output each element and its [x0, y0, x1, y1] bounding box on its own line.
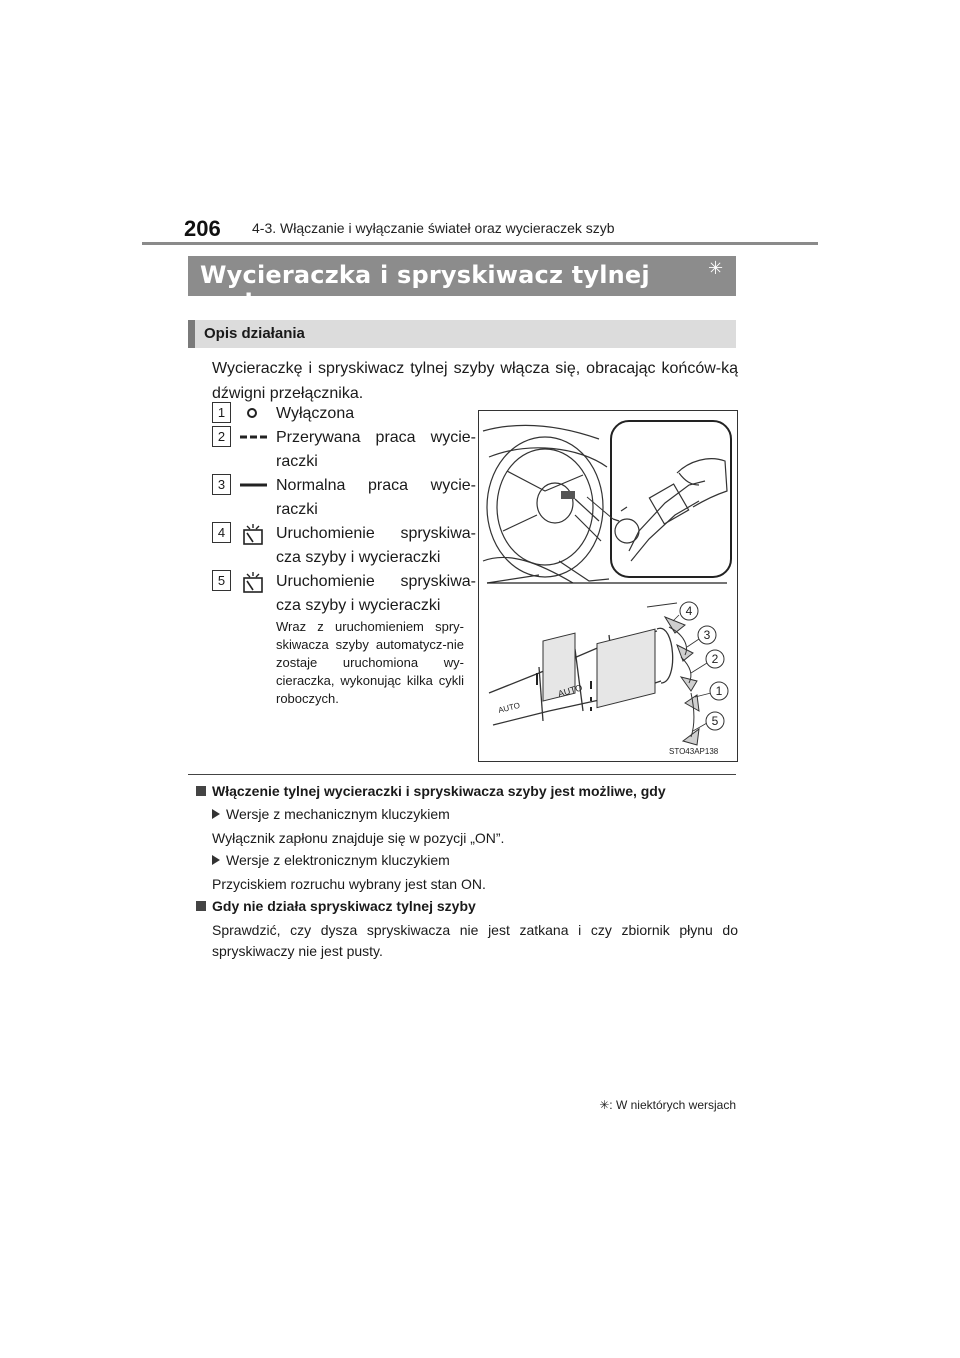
- item-number: 3: [212, 474, 231, 495]
- list-item: [212, 474, 476, 522]
- triangle-bullet-icon: [212, 855, 220, 865]
- chapter-title: 4-3. Włączanie i wyłączanie świateł oraz wycieraczek szyb: [252, 220, 615, 236]
- subsection-accent: [188, 320, 195, 348]
- note-body: Wyłącznik zapłonu znajduje się w pozycji „ON”.: [212, 830, 505, 846]
- callout-number: 2: [711, 652, 719, 666]
- note-subheading-text: Wersje z mechanicznym kluczykiem: [226, 806, 450, 822]
- note-heading: [196, 783, 666, 799]
- list-item: [212, 570, 476, 618]
- callout-number: 1: [715, 684, 723, 698]
- item-note: Wraz z uruchomieniem spry-skiwacza szyby automatycz-nie zostaje uruchomiona wy-cieraczka, wykonując kilka cykli roboczych.: [276, 619, 464, 706]
- rear-washer-icon: [238, 524, 270, 546]
- item-number: 5: [212, 570, 231, 591]
- item-number: 2: [212, 426, 231, 447]
- item-text: Uruchomienie spryskiwa-cza szyby i wycieraczki: [276, 573, 476, 614]
- rear-washer-icon: [238, 572, 270, 594]
- section-title-bar: [188, 256, 736, 317]
- callout-number: 3: [703, 628, 711, 642]
- note-subheading: [212, 852, 450, 868]
- note-heading-text: Gdy nie działa spryskiwacz tylnej szyby: [212, 898, 476, 914]
- note-body: Przyciskiem rozruchu wybrany jest stan ON.: [212, 876, 486, 892]
- subsection-title: Opis działania: [204, 325, 305, 342]
- footnote-text: : W niektórych wersjach: [609, 1098, 736, 1112]
- intro-paragraph: Wycieraczkę i spryskiwacz tylnej szyby włącza się, obracając końców-ką dźwigni przełącznika.: [212, 360, 738, 402]
- subsection-bar: [188, 320, 736, 348]
- header-divider: [142, 242, 818, 245]
- item-text: Wyłączona: [276, 405, 355, 422]
- off-circle-icon: [238, 404, 270, 426]
- auto-label: AUTO: [556, 682, 584, 699]
- note-heading: [196, 898, 476, 914]
- wiper-lever-illustration: [478, 410, 738, 762]
- note-body: Sprawdzić, czy dysza spryskiwacza nie jest zatkana i czy zbiornik płynu do spryskiwaczy nie jest pusty.: [212, 922, 738, 959]
- item-text: Normalna praca wycie-raczki: [276, 477, 476, 518]
- asterisk-icon: ✳: [599, 1098, 610, 1112]
- list-item: [212, 522, 476, 570]
- square-bullet-icon: [196, 901, 206, 911]
- triangle-bullet-icon: [212, 809, 220, 819]
- list-item: [212, 426, 476, 474]
- note-heading-text: Włączenie tylnej wycieraczki i spryskiwacza szyby jest możliwe, gdy: [212, 783, 666, 799]
- illustration-code: STO43AP138: [669, 747, 719, 756]
- list-item: [212, 402, 468, 426]
- callout-number: 4: [685, 604, 693, 618]
- footnote: [580, 1098, 736, 1112]
- asterisk-icon: ✳: [708, 258, 724, 278]
- lever-drawing: [479, 411, 737, 761]
- section-divider: [188, 774, 736, 775]
- auto-label-lower: AUTO: [497, 700, 521, 715]
- normal-line-icon: [238, 476, 270, 498]
- page-number: 206: [184, 216, 221, 241]
- item-text: Przerywana praca wycie-raczki: [276, 429, 476, 470]
- note-subheading: [212, 806, 450, 822]
- section-title: Wycieraczka i spryskiwacz tylnej szyby: [200, 261, 650, 317]
- note-subheading-text: Wersje z elektronicznym kluczykiem: [226, 852, 450, 868]
- callout-number: 5: [711, 714, 719, 728]
- item-number: 4: [212, 522, 231, 543]
- item-number: 1: [212, 402, 231, 423]
- item-text: Uruchomienie spryskiwa-cza szyby i wycieraczki: [276, 525, 476, 566]
- intermittent-dashes-icon: [238, 428, 270, 450]
- square-bullet-icon: [196, 786, 206, 796]
